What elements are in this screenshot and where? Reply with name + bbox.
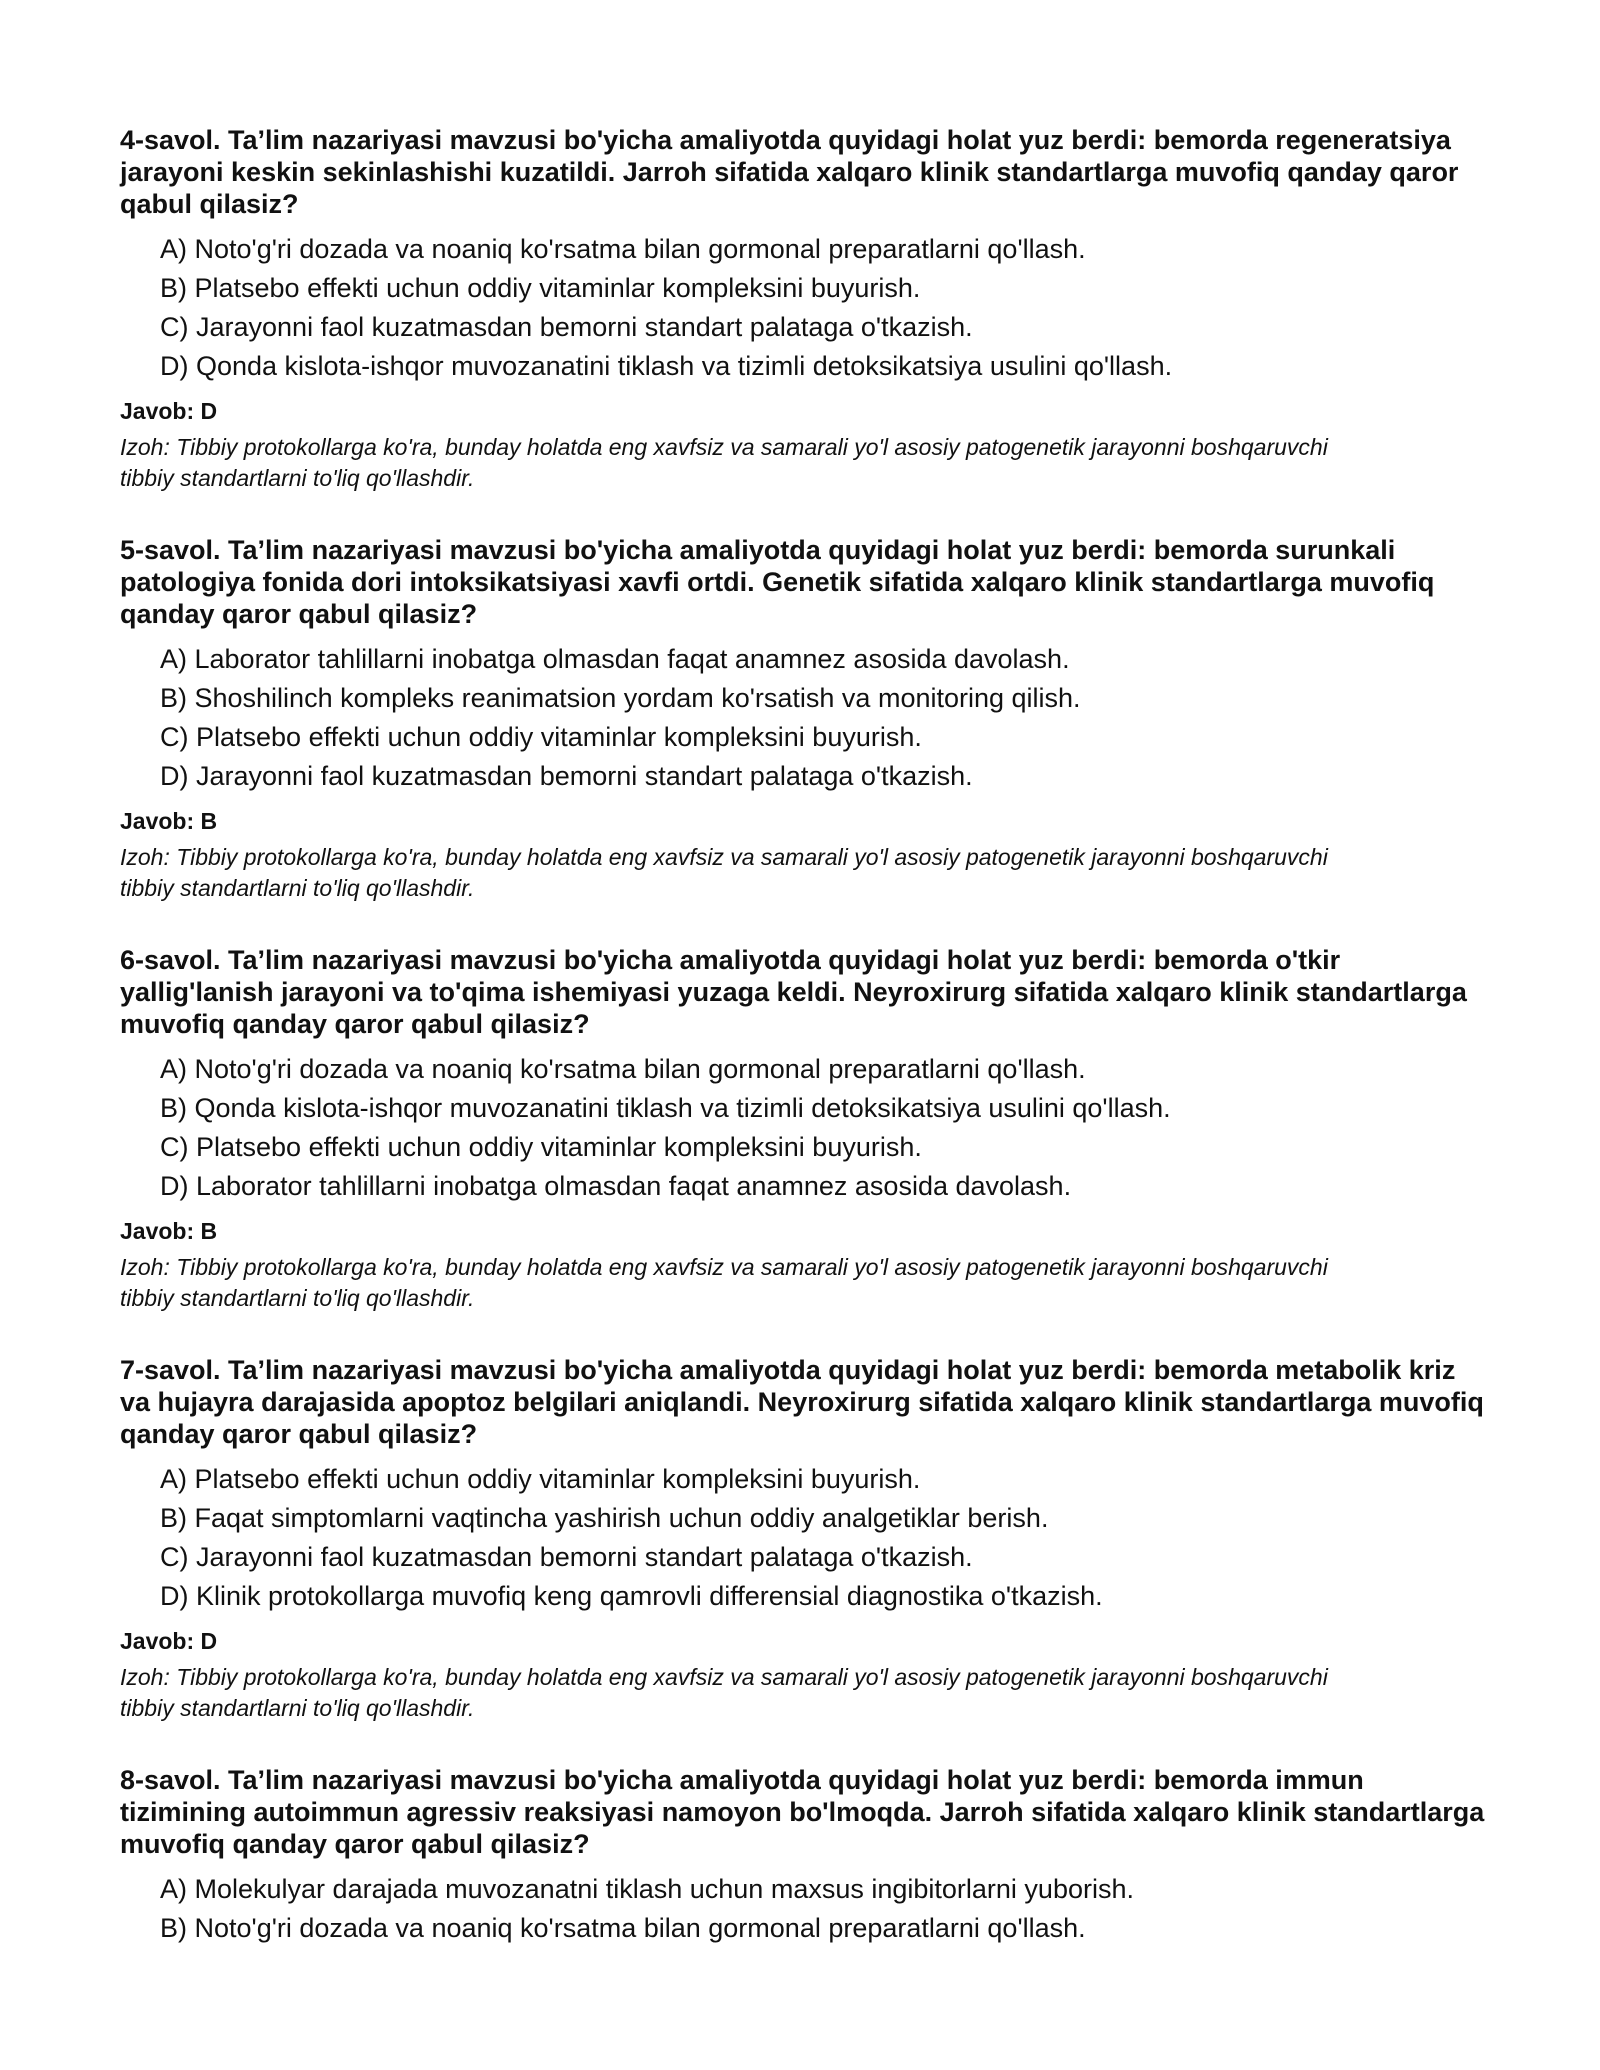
option-list: [120, 640, 1490, 796]
option-d: D) Qonda kislota-ishqor muvozanatini tiklash va tizimli detoksikatsiya usulini qo'llash.: [160, 351, 1173, 381]
option-d: D) Klinik protokollarga muvofiq keng qamrovli differensial diagnostika o'tkazish.: [160, 1581, 1103, 1611]
option-b: B) Noto'g'ri dozada va noaniq ko'rsatma bilan gormonal preparatlarni qo'llash.: [160, 1913, 1086, 1943]
question-6: [120, 944, 1490, 1314]
question-8: [120, 1764, 1490, 1948]
document-page: [120, 124, 1490, 1988]
answer: Javob: D: [120, 398, 218, 424]
question-title: 6-savol. Ta’lim nazariyasi mavzusi bo'yicha amaliyotda quyidagi holat yuz berdi: bemorda o'tkir yallig'lanish jarayoni va to'qima ishemiyasi yuzaga keldi. Neyroxirurg sifatida xalqaro klinik standartlarga muvofiq qanday qaror qabul qilasiz?: [120, 945, 1467, 1039]
question-title: 7-savol. Ta’lim nazariyasi mavzusi bo'yicha amaliyotda quyidagi holat yuz berdi: bemorda metabolik kriz va hujayra darajasida apoptoz belgilari aniqlandi. Neyroxirurg sifatida xalqaro klinik standartlarga muvofiq qanday qaror qabul qilasiz?: [120, 1355, 1484, 1449]
option-a: A) Laborator tahlillarni inobatga olmasdan faqat anamnez asosida davolash.: [160, 644, 1070, 674]
option-b: B) Platsebo effekti uchun oddiy vitaminlar kompleksini buyurish.: [160, 273, 921, 303]
option-b: B) Shoshilinch kompleks reanimatsion yordam ko'rsatish va monitoring qilish.: [160, 683, 1081, 713]
option-list: [120, 1050, 1490, 1206]
option-c: C) Platsebo effekti uchun oddiy vitaminlar kompleksini buyurish.: [160, 1132, 922, 1162]
answer: Javob: B: [120, 1218, 218, 1244]
option-a: A) Noto'g'ri dozada va noaniq ko'rsatma bilan gormonal preparatlarni qo'llash.: [160, 1054, 1086, 1084]
explanation-note: Izoh: Tibbiy protokollarga ko'ra, bunday holatda eng xavfsiz va samarali yo'l asosiy patogenetik jarayonni boshqaruvchi tibbiy standartlarni to'liq qo'llashdir.: [120, 1664, 1328, 1721]
answer: Javob: B: [120, 808, 218, 834]
option-d: D) Laborator tahlillarni inobatga olmasdan faqat anamnez asosida davolash.: [160, 1171, 1072, 1201]
option-c: C) Jarayonni faol kuzatmasdan bemorni standart palataga o'tkazish.: [160, 1542, 973, 1572]
option-list: [120, 1460, 1490, 1616]
question-4: [120, 124, 1490, 494]
question-title: 4-savol. Ta’lim nazariyasi mavzusi bo'yicha amaliyotda quyidagi holat yuz berdi: bemorda regeneratsiya jarayoni keskin sekinlashishi kuzatildi. Jarroh sifatida xalqaro klinik standartlarga muvofiq qanday qaror qabul qilasiz?: [120, 125, 1459, 219]
explanation-note: Izoh: Tibbiy protokollarga ko'ra, bunday holatda eng xavfsiz va samarali yo'l asosiy patogenetik jarayonni boshqaruvchi tibbiy standartlarni to'liq qo'llashdir.: [120, 1254, 1328, 1311]
option-c: C) Platsebo effekti uchun oddiy vitaminlar kompleksini buyurish.: [160, 722, 922, 752]
explanation-note: Izoh: Tibbiy protokollarga ko'ra, bunday holatda eng xavfsiz va samarali yo'l asosiy patogenetik jarayonni boshqaruvchi tibbiy standartlarni to'liq qo'llashdir.: [120, 434, 1328, 491]
option-list: [120, 1870, 1490, 1948]
option-d: D) Jarayonni faol kuzatmasdan bemorni standart palataga o'tkazish.: [160, 761, 973, 791]
option-a: A) Noto'g'ri dozada va noaniq ko'rsatma bilan gormonal preparatlarni qo'llash.: [160, 234, 1086, 264]
question-5: [120, 534, 1490, 904]
question-7: [120, 1354, 1490, 1724]
option-a: A) Molekulyar darajada muvozanatni tiklash uchun maxsus ingibitorlarni yuborish.: [160, 1874, 1134, 1904]
option-c: C) Jarayonni faol kuzatmasdan bemorni standart palataga o'tkazish.: [160, 312, 973, 342]
option-a: A) Platsebo effekti uchun oddiy vitaminlar kompleksini buyurish.: [160, 1464, 921, 1494]
explanation-note: Izoh: Tibbiy protokollarga ko'ra, bunday holatda eng xavfsiz va samarali yo'l asosiy patogenetik jarayonni boshqaruvchi tibbiy standartlarni to'liq qo'llashdir.: [120, 844, 1328, 901]
question-title: 5-savol. Ta’lim nazariyasi mavzusi bo'yicha amaliyotda quyidagi holat yuz berdi: bemorda surunkali patologiya fonida dori intoksikatsiyasi xavfi ortdi. Genetik sifatida xalqaro klinik standartlarga muvofiq qanday qaror qabul qilasiz?: [120, 535, 1435, 629]
question-title: 8-savol. Ta’lim nazariyasi mavzusi bo'yicha amaliyotda quyidagi holat yuz berdi: bemorda immun tizimining autoimmun agressiv reaksiyasi namoyon bo'lmoqda. Jarroh sifatida xalqaro klinik standartlarga muvofiq qanday qaror qabul qilasiz?: [120, 1765, 1485, 1859]
option-b: B) Faqat simptomlarni vaqtincha yashirish uchun oddiy analgetiklar berish.: [160, 1503, 1049, 1533]
answer: Javob: D: [120, 1628, 218, 1654]
option-b: B) Qonda kislota-ishqor muvozanatini tiklash va tizimli detoksikatsiya usulini qo'llash.: [160, 1093, 1171, 1123]
option-list: [120, 230, 1490, 386]
